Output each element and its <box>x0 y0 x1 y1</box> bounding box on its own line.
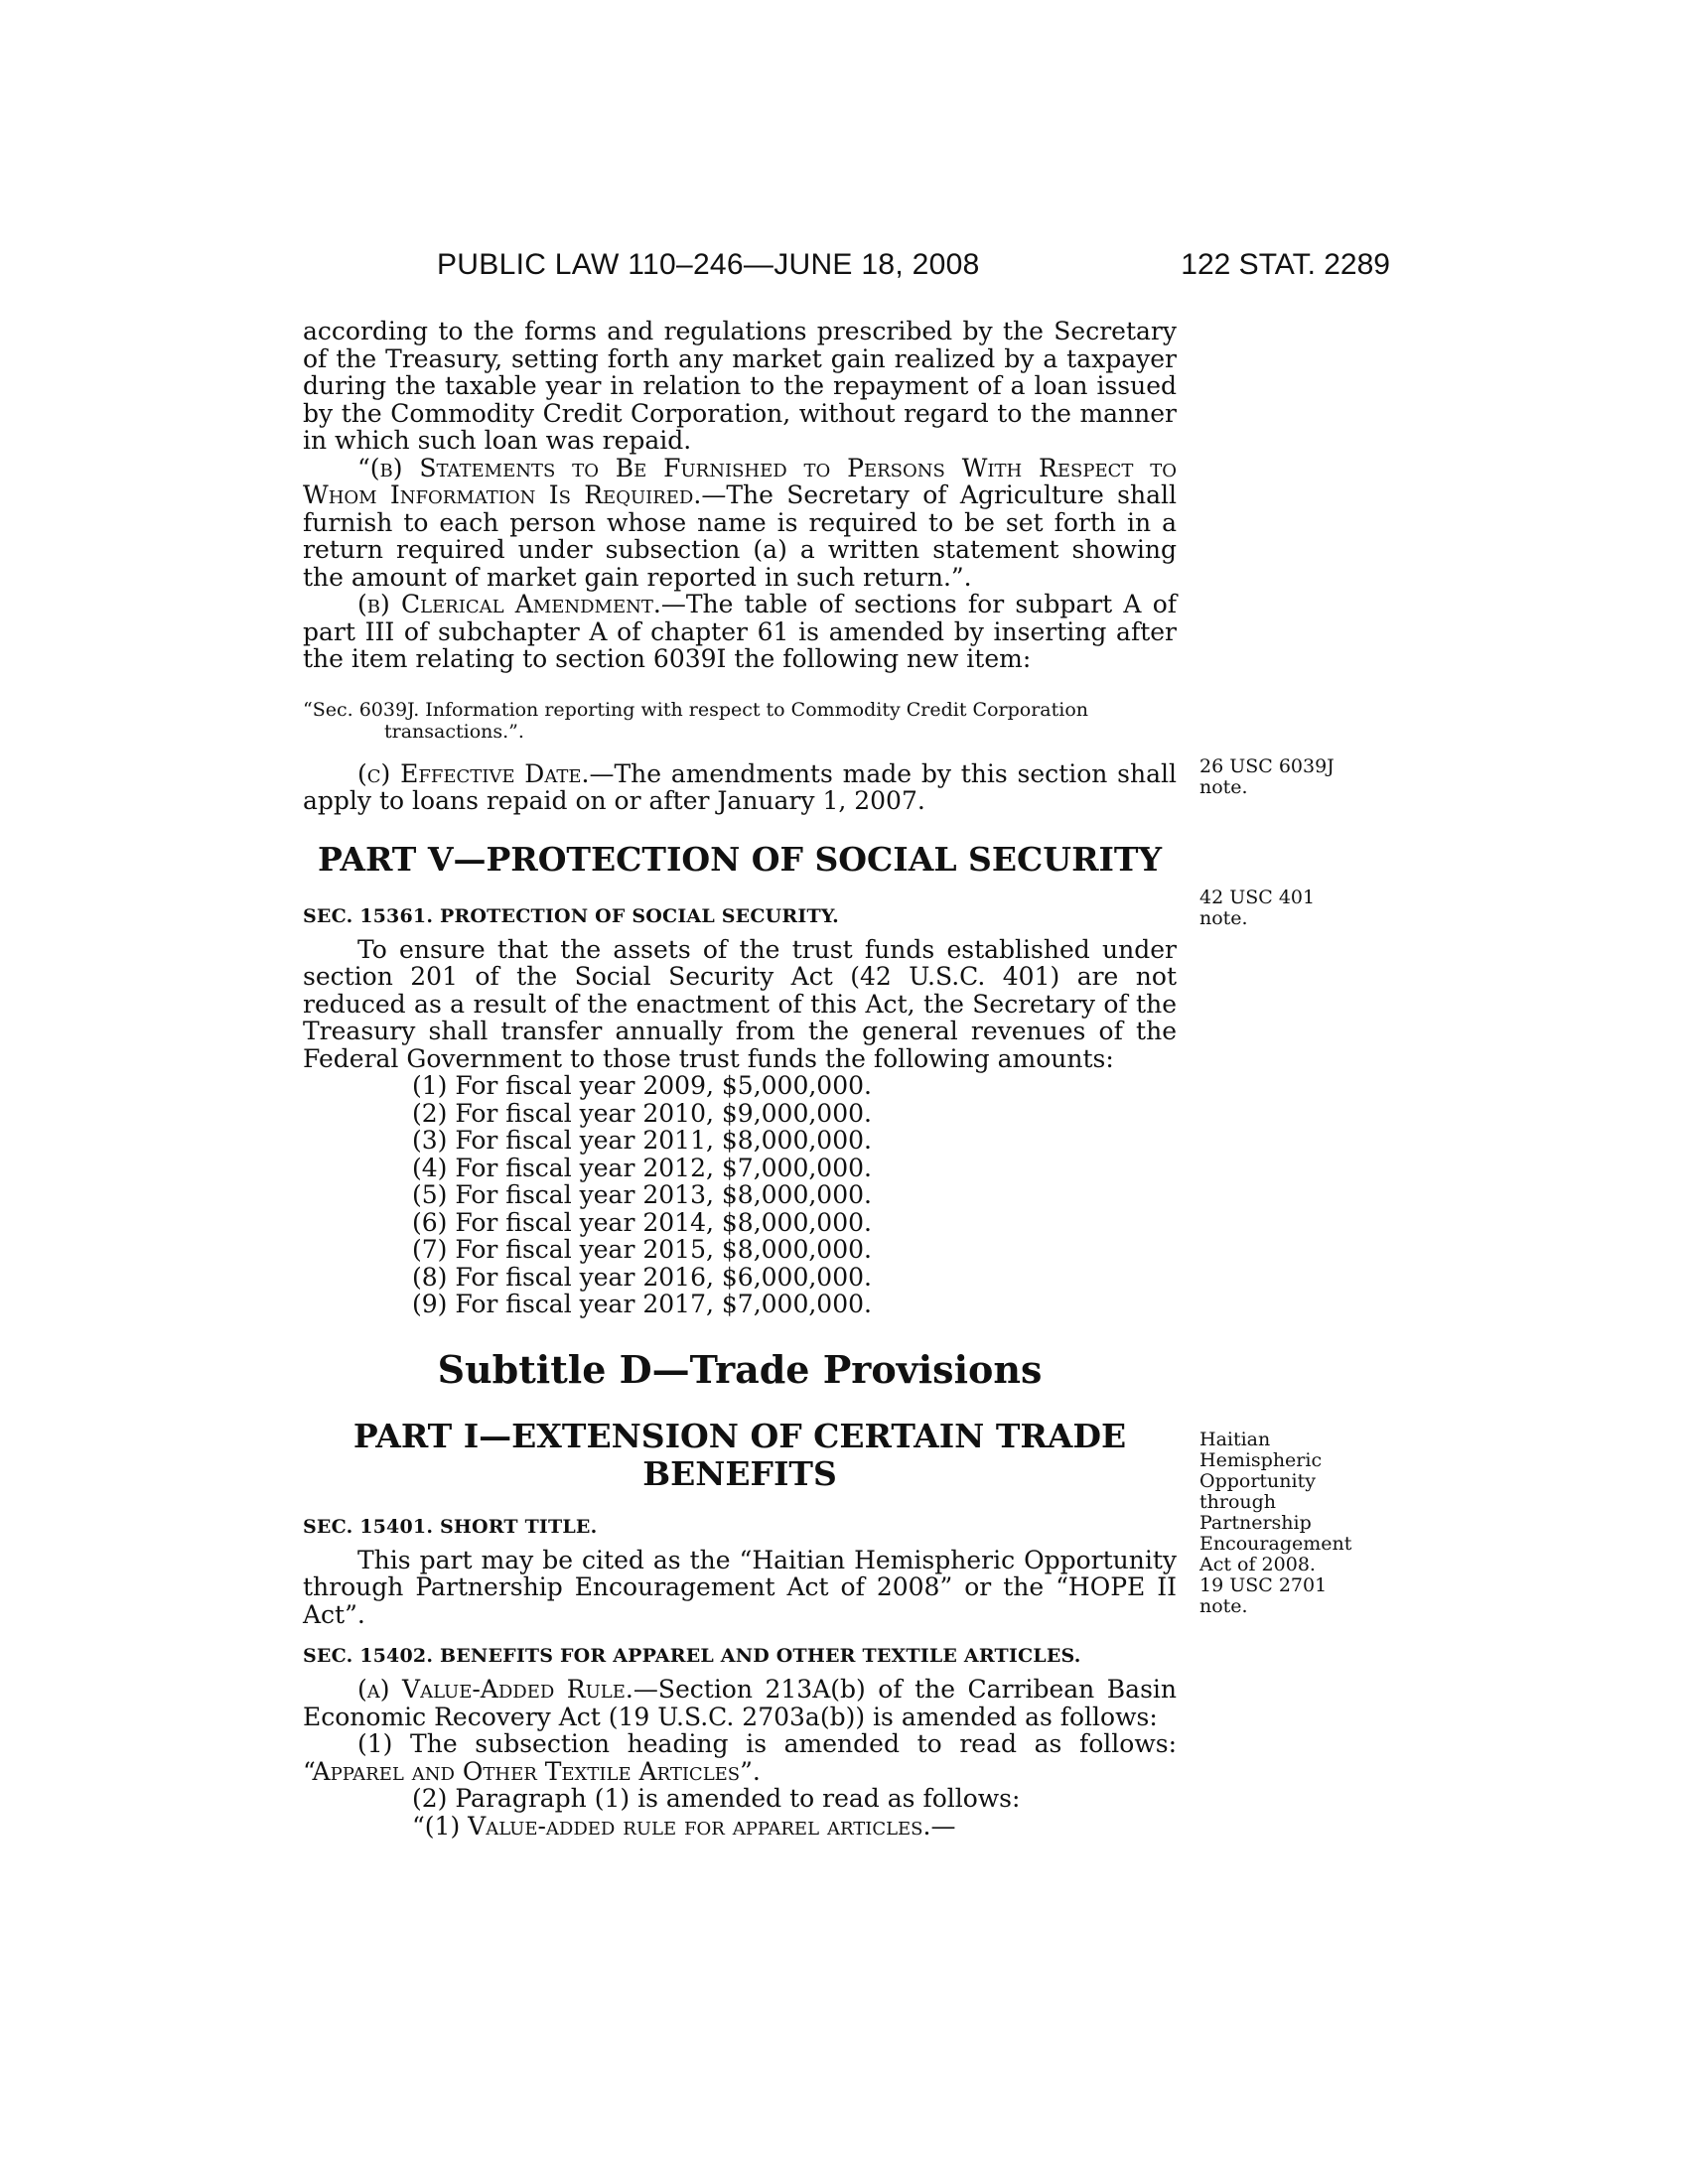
table-item-line1: “Sec. 6039J. Information reporting with respect to Commodity Credit Corporation <box>303 698 1088 721</box>
margin-note-line: Haitian <box>1199 1429 1271 1450</box>
margin-note-line: Opportunity <box>1199 1470 1316 1492</box>
margin-note-26-usc-line2: note. <box>1199 776 1248 798</box>
fiscal-year-item: (4) For fiscal year 2012, $7,000,000. <box>412 1153 872 1182</box>
part-v-heading: PART V—PROTECTION OF SOCIAL SECURITY <box>317 839 1163 879</box>
value-added-heading: (a) Value-Added Rule. <box>357 1675 633 1704</box>
clerical-amendment-paragraph <box>303 591 1177 673</box>
subsection-b-text: —The Secretary of Agriculture shall furnish to each person whose name is required to be set forth in a return required under subsection (a) a written statement showing the amount of market gain reported in such return.”. <box>303 480 1177 592</box>
margin-note-line: Partnership <box>1199 1512 1312 1534</box>
item-1-text: (1) The subsection heading is amended to read as follows: <box>357 1729 1177 1758</box>
fiscal-year-item: (2) For fiscal year 2010, $9,000,000. <box>412 1098 872 1128</box>
margin-note-line: 19 USC 2701 <box>1199 1574 1328 1596</box>
value-added-text: —Section 213A(b) of the Carribean Basin Economic Recovery Act (19 U.S.C. 2703a(b)) is amended as follows: <box>303 1675 1177 1731</box>
effective-date-text: —The amendments made by this section shall apply to loans repaid on or after January 1, 2007. <box>303 758 1177 815</box>
fiscal-year-item: (9) For fiscal year 2017, $7,000,000. <box>412 1290 872 1318</box>
part-i-heading-line2: BENEFITS <box>642 1453 837 1493</box>
fiscal-year-item: (7) For fiscal year 2015, $8,000,000. <box>412 1235 872 1264</box>
law-citation: PUBLIC LAW 110–246—JUNE 18, 2008 <box>437 248 980 281</box>
section-15401-heading: SEC. 15401. SHORT TITLE. <box>303 1515 598 1538</box>
margin-note-hope-act <box>1199 1430 1368 1617</box>
value-added-paragraph <box>303 1676 1177 1730</box>
section-15361-paragraph: To ensure that the assets of the trust funds established under section 201 of the Social Security Act (42 U.S.C. 401) are not reduced as a result of the enactment of this Act, the Secretary of the Treasury shall transfer annually from the general revenues of the Federal Government to those trust funds the following amounts: <box>303 934 1177 1073</box>
margin-note-line: Encouragement <box>1199 1533 1352 1555</box>
subsection-b-heading: “(b) Statements to Be Furnished to Persons With Respect to Whom Information Is Required. <box>303 453 1177 509</box>
clerical-amendment-text: —The table of sections for subpart A of part III of subchapter A of chapter 61 is amended by inserting after the item relating to section 6039I the following new item: <box>303 590 1177 673</box>
page-header <box>437 248 1390 292</box>
fiscal-year-item: (1) For fiscal year 2009, $5,000,000. <box>412 1071 872 1100</box>
item-1-paragraph <box>303 1730 1177 1785</box>
section-15401-paragraph: This part may be cited as the “Haitian Hemispheric Opportunity through Partnership Encouragement Act of 2008” or the “HOPE II Act”. <box>303 1545 1177 1629</box>
stat-citation: 122 STAT. 2289 <box>1181 248 1390 281</box>
intro-paragraph: according to the forms and regulations prescribed by the Secretary of the Treasury, setting forth any market gain realized by a taxpayer during the taxable year in relation to the repayment of a loan issued by the Commodity Credit Corporation, without regard to the manner in which such loan was repaid. <box>303 317 1177 455</box>
part-i-heading-line1: PART I—EXTENSION OF CERTAIN TRADE <box>352 1416 1127 1455</box>
item-1-quote: “Apparel and Other Textile Articles”. <box>303 1756 761 1786</box>
document-body <box>303 318 1177 1840</box>
table-of-sections-item <box>303 699 1177 743</box>
margin-note-line: Act of 2008. <box>1199 1554 1316 1575</box>
fiscal-year-item: (5) For fiscal year 2013, $8,000,000. <box>412 1180 872 1209</box>
margin-note-26-usc-line1: 26 USC 6039J <box>1199 755 1335 777</box>
margin-note-42-usc: 42 USC 401 note. <box>1199 887 1316 929</box>
fiscal-year-item: (3) For fiscal year 2011, $8,000,000. <box>412 1126 872 1155</box>
margin-note-line: through <box>1199 1491 1277 1513</box>
section-15361-heading: SEC. 15361. PROTECTION OF SOCIAL SECURITY. <box>303 904 839 927</box>
margin-note-line: note. <box>1199 1595 1248 1617</box>
fiscal-year-item: (8) For fiscal year 2016, $6,000,000. <box>412 1262 872 1292</box>
item-2-paragraph: (2) Paragraph (1) is amended to read as follows: <box>412 1784 1021 1813</box>
table-item-line2: transactions.”. <box>384 720 524 743</box>
fiscal-year-item: (6) For fiscal year 2014, $8,000,000. <box>412 1207 872 1237</box>
margin-note-line: Hemispheric <box>1199 1449 1323 1471</box>
subsection-b-paragraph <box>303 455 1177 592</box>
clerical-amendment-heading: (b) Clerical Amendment. <box>357 590 661 618</box>
subtitle-d-heading: Subtitle D—Trade Provisions <box>437 1346 1043 1392</box>
section-15402-heading: SEC. 15402. BENEFITS FOR APPAREL AND OTHER TEXTILE ARTICLES. <box>303 1645 1081 1667</box>
item-3-paragraph: “(1) Value-added rule for apparel articles.— <box>412 1811 956 1841</box>
effective-date-heading: (c) Effective Date. <box>357 758 590 788</box>
effective-date-paragraph <box>303 760 1177 815</box>
fiscal-year-list <box>303 1072 1177 1318</box>
part-i-heading <box>303 1418 1177 1493</box>
margin-note-26-usc <box>1199 756 1368 798</box>
